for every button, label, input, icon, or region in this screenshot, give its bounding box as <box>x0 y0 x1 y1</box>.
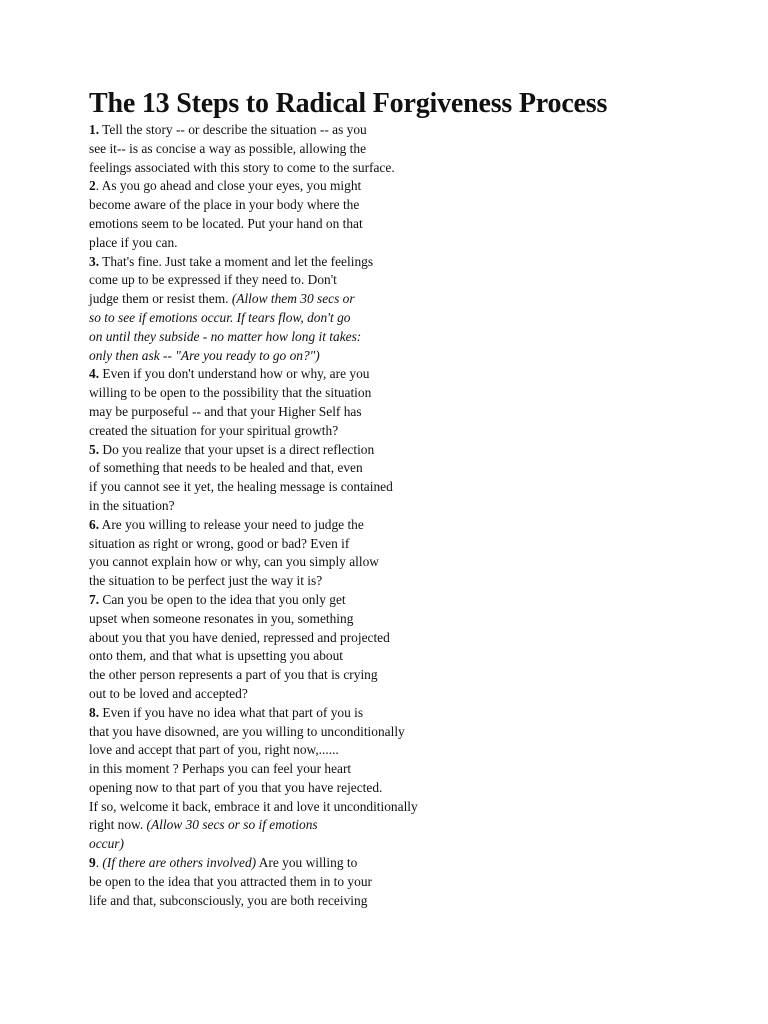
line-text: right now. <box>89 817 147 833</box>
text-line <box>89 253 749 272</box>
line-text: out to be loved and accepted? <box>89 685 248 701</box>
text-line <box>89 591 749 610</box>
line-text: Tell the story -- or describe the situation -- as you <box>99 122 367 137</box>
text-line <box>89 271 749 290</box>
text-line <box>89 309 749 328</box>
text-line <box>89 478 749 497</box>
text-line <box>89 685 749 704</box>
text-line <box>89 535 749 554</box>
text-line <box>89 459 749 478</box>
text-line <box>89 610 749 629</box>
step-number: 2 <box>89 178 96 194</box>
text-line <box>89 516 749 535</box>
line-text: become aware of the place in your body where the <box>89 197 360 213</box>
text-line <box>89 384 749 403</box>
italic-note: (Allow 30 secs or so if emotions <box>146 817 318 833</box>
text-line <box>89 572 749 591</box>
line-text: that you have disowned, are you willing to unconditionally <box>89 723 405 739</box>
line-text: if you cannot see it yet, the healing message is contained <box>89 479 393 495</box>
line-text: willing to be open to the possibility that the situation <box>89 385 372 401</box>
text-line <box>89 723 749 742</box>
line-text: That's fine. Just take a moment and let the feelings <box>99 253 374 269</box>
step-number: 4. <box>89 366 100 382</box>
text-line <box>89 892 749 911</box>
line-text: feelings associated with this story to come to the surface. <box>89 159 395 175</box>
text-line <box>89 629 749 648</box>
italic-note: occur) <box>89 836 124 852</box>
line-text: Even if you don't understand how or why, are you <box>99 366 370 382</box>
text-line <box>89 347 749 366</box>
line-text: Do you realize that your upset is a direct reflection <box>99 441 375 457</box>
italic-note: (If there are others involved) <box>102 855 257 871</box>
text-line <box>89 779 749 798</box>
line-text-tail: Are you willing to <box>256 855 358 871</box>
line-text: of something that needs to be healed and that, even <box>89 460 363 476</box>
italic-note: only then ask -- "Are you ready to go on?") <box>89 347 320 363</box>
line-text: the other person represents a part of you that is crying <box>89 667 378 683</box>
italic-note: so to see if emotions occur. If tears flow, don't go <box>89 309 351 325</box>
text-line <box>89 140 749 159</box>
text-line <box>89 854 749 873</box>
line-text: love and accept that part of you, right now,...... <box>89 742 339 758</box>
italic-note: on until they subside - no matter how long it takes: <box>89 328 362 344</box>
step-number: 9 <box>89 855 96 871</box>
line-text: judge them or resist them. <box>89 291 232 307</box>
text-line <box>89 177 749 196</box>
line-text: upset when someone resonates in you, something <box>89 610 354 626</box>
text-line <box>89 121 749 140</box>
text-line <box>89 816 749 835</box>
line-text: opening now to that part of you that you have rejected. <box>89 779 383 795</box>
line-text: Are you willing to release your need to judge the <box>99 516 364 532</box>
text-line <box>89 403 749 422</box>
text-line <box>89 760 749 779</box>
italic-note: (Allow them 30 secs or <box>231 291 355 307</box>
text-line <box>89 159 749 178</box>
text-line <box>89 441 749 460</box>
line-text: the situation to be perfect just the way it is? <box>89 573 323 589</box>
text-line <box>89 835 749 854</box>
line-text: about you that you have denied, repressed and projected <box>89 629 390 645</box>
line-text: see it-- is as concise a way as possible, allowing the <box>89 140 367 156</box>
line-text: emotions seem to be located. Put your hand on that <box>89 215 363 231</box>
line-text: life and that, subconsciously, you are both receiving <box>89 892 368 908</box>
line-text: come up to be expressed if they need to. Don't <box>89 272 337 288</box>
text-line <box>89 196 749 215</box>
step-number: 8. <box>89 704 100 720</box>
text-line <box>89 290 749 309</box>
text-line <box>89 553 749 572</box>
text-line <box>89 497 749 516</box>
text-line <box>89 704 749 723</box>
line-text: in the situation? <box>89 497 175 513</box>
line-text: you cannot explain how or why, can you simply allow <box>89 554 379 570</box>
text-line <box>89 328 749 347</box>
text-line <box>89 365 749 384</box>
line-text: may be purposeful -- and that your Higher Self has <box>89 403 362 419</box>
line-text: Even if you have no idea what that part of you is <box>99 704 364 720</box>
text-line <box>89 234 749 253</box>
line-text: in this moment ? Perhaps you can feel your heart <box>89 761 352 777</box>
document-body <box>89 121 749 910</box>
text-line <box>89 798 749 817</box>
line-text: . As you go ahead and close your eyes, you might <box>95 178 362 194</box>
step-number: 1. <box>89 122 100 137</box>
step-number: 3. <box>89 253 100 269</box>
text-line <box>89 873 749 892</box>
text-line <box>89 666 749 685</box>
text-line <box>89 741 749 760</box>
text-line <box>89 647 749 666</box>
step-number: 5. <box>89 441 100 457</box>
line-text: Can you be open to the idea that you only get <box>99 591 346 607</box>
line-text: onto them, and that what is upsetting you about <box>89 648 344 664</box>
line-text: situation as right or wrong, good or bad? Even if <box>89 535 350 551</box>
line-text: . <box>95 855 103 871</box>
line-text: created the situation for your spiritual growth? <box>89 422 339 438</box>
text-line <box>89 422 749 441</box>
step-number: 7. <box>89 591 100 607</box>
line-text: be open to the idea that you attracted them in to your <box>89 873 372 889</box>
line-text: If so, welcome it back, embrace it and love it unconditionally <box>89 798 418 814</box>
document-title: The 13 Steps to Radical Forgiveness Process <box>89 88 608 119</box>
step-number: 6. <box>89 516 100 532</box>
text-line <box>89 215 749 234</box>
line-text: place if you can. <box>89 234 178 250</box>
